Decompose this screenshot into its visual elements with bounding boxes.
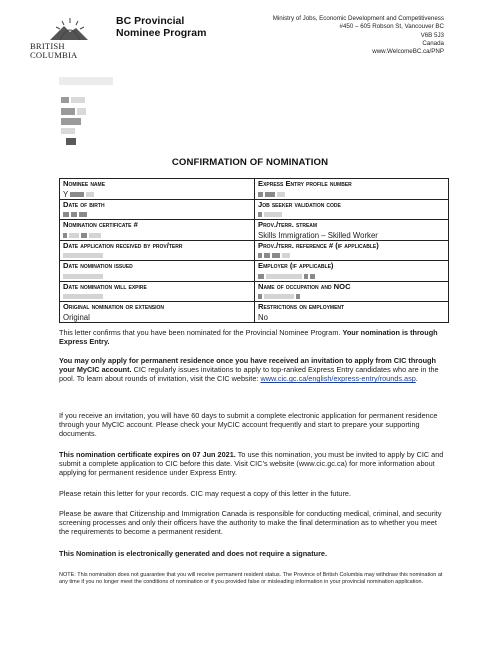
date-expire-label: Date nomination will expire (63, 281, 147, 291)
paragraph-60-days: If you receive an invitation, you will have 60 days to submit a complete electronic application for permanent residence through your MyCIC account. Please check your MyCIC account frequently and start to prepare your supporting documents. (59, 411, 438, 439)
redacted-block (264, 294, 294, 299)
address-line: #450 – 605 Robson St, Vancouver BC (339, 23, 444, 31)
redacted-block (304, 274, 308, 279)
paragraph-emphasis: You may only apply for permanent residence once you have received an invitation to apply from CIC through your MyCIC account. (59, 356, 436, 375)
redacted-block (258, 192, 263, 197)
address-line: Ministry of Jobs, Economic Development and Competitiveness (272, 15, 444, 22)
table-row (60, 301, 448, 322)
nomination-type-label: Original nomination or extension (63, 302, 165, 311)
occupation-noc-value (254, 292, 448, 301)
redacted-recipient-name (71, 97, 85, 103)
redacted-block (310, 274, 315, 279)
redacted-block (265, 192, 275, 197)
redacted-block (266, 274, 302, 279)
certificate-number-label: Nomination certificate # (63, 220, 138, 229)
cic-rounds-link[interactable]: www.cic.gc.ca/english/express-entry/rounds.asp (260, 374, 416, 384)
nominee-name-value (60, 190, 254, 199)
paragraph-signature (59, 549, 445, 558)
employer-label: Employer (if applicable) (254, 261, 448, 272)
logo-wordmark (30, 42, 110, 60)
reference-number-label: Prov./terr. reference # (if applicable) (254, 241, 448, 252)
express-entry-profile-label: Express Entry profile number (254, 179, 448, 190)
redacted-block (81, 233, 87, 238)
date-issued-value (60, 272, 254, 281)
date-of-birth-label: Date of birth (63, 199, 105, 209)
table-row (60, 199, 448, 220)
nominee-initial: Y (63, 189, 69, 199)
program-title (116, 15, 206, 39)
redacted-block (296, 294, 300, 299)
paragraph-text: To use this nomination, you must be invited to apply by CIC and submit a complete application to CIC before this date. Visit CIC’s website (www.cic.gc.ca) for more information about applying for permanent residence under Express Entry. (59, 450, 444, 478)
footnote: NOTE: This nomination does not guarantee that you will receive permanent resident status. The Province of British Columbia may withdraw this nomination at any time if you no longer meet the conditions of nomination or if you provided false or misleading information in your provincial nomination application. (59, 572, 443, 585)
address-line: www.WelcomeBC.ca/PNP (372, 48, 444, 56)
express-entry-profile-value (254, 190, 448, 199)
program-title-line-1: BC Provincial (116, 15, 185, 27)
redacted-block (63, 212, 69, 217)
sun-mountain-icon (30, 16, 110, 44)
redacted-block (282, 253, 290, 258)
table-row (60, 219, 448, 240)
redacted-block (63, 274, 103, 279)
ministry-address (273, 15, 444, 56)
address-line: V6B 5J3 (420, 31, 444, 39)
redacted-address-line (61, 128, 75, 134)
redacted-block (70, 192, 84, 197)
date-of-birth-value (60, 210, 254, 219)
paragraph-text: . (415, 374, 418, 384)
date-received-value (60, 251, 254, 260)
nominee-name-label: Nominee name (63, 179, 106, 188)
program-title-line-2: Nominee Program (116, 27, 207, 39)
paragraph-emphasis: Your nomination is through Express Entry. (59, 328, 438, 347)
paragraph-emphasis: This nomination certificate expires on 07 Jun 2021. (59, 450, 236, 459)
table-row (60, 179, 448, 199)
paragraph-text: This letter confirms that you have been nominated for the Provincial Nominee Program. (59, 328, 343, 337)
date-received-label: Date application received by prov/terr (63, 240, 183, 250)
certificate-number-value (60, 231, 254, 240)
redacted-address-line (61, 108, 75, 115)
paragraph-text: CIC regularly issues invitations to apply to top-ranked Express Entry candidates who are in the pool. To learn about rounds of invitation, visit the CIC website: (59, 365, 439, 384)
paragraph-invitation (59, 356, 445, 384)
restrictions-value: No (254, 313, 448, 322)
redacted-block (63, 233, 67, 238)
paragraph-emphasis: This Nomination is electronically generated and does not require a signature. (59, 549, 328, 558)
redacted-block (258, 294, 262, 299)
redacted-block (258, 253, 262, 258)
redacted-block (63, 294, 103, 299)
date-expire-value (60, 292, 254, 301)
reference-number-value (254, 251, 448, 260)
redacted-block (69, 233, 79, 238)
redacted-block (258, 274, 264, 279)
paragraph-retain: Please retain this letter for your records. CIC may request a copy of this letter in the future. (59, 489, 352, 498)
logo-line-2: COLUMBIA (30, 50, 78, 60)
redacted-block (264, 212, 282, 217)
page-title: CONFIRMATION OF NOMINATION (171, 157, 329, 168)
restrictions-label: Restrictions on employment (254, 302, 448, 313)
redacted-block (86, 192, 94, 197)
logo-line-1: BRITISH (30, 41, 65, 51)
redacted-address-line (61, 118, 81, 125)
table-row (60, 281, 448, 302)
occupation-noc-label: Name of occupation and NOC (254, 282, 448, 293)
paragraph-expiry (59, 450, 445, 478)
redacted-block (89, 233, 101, 238)
paragraph-screening: Please be aware that Citizenship and Immigration Canada is responsible for conducting medical, criminal, and security screening processes and only their officers have the authority to make the final determination as to whether you meet the requirements to become a permanent resident. (59, 509, 442, 537)
nomination-type-value: Original (63, 312, 90, 322)
stream-value: Skills Immigration – Skilled Worker (254, 231, 448, 240)
redacted-block (272, 253, 280, 258)
redacted-block (71, 212, 77, 217)
address-line: Canada (422, 39, 444, 47)
stream-label: Prov./terr. stream (254, 220, 448, 231)
date-issued-label: Date nomination issued (63, 261, 133, 270)
redacted-block (264, 253, 270, 258)
paragraph-confirmation (59, 328, 445, 346)
redacted-block (63, 253, 103, 258)
bc-logo (30, 16, 110, 66)
nomination-details-table (59, 178, 449, 323)
job-seeker-code-label: Job seeker validation code (254, 200, 448, 211)
redacted-recipient-name (61, 97, 69, 103)
redacted-block (79, 212, 87, 217)
table-row (60, 260, 448, 281)
employer-value (254, 272, 448, 281)
redacted-address-line (77, 108, 86, 115)
redacted-address-line (66, 138, 76, 145)
redacted-date (59, 77, 113, 85)
job-seeker-code-value (254, 210, 448, 219)
redacted-block (258, 212, 262, 217)
table-row (60, 240, 448, 261)
redacted-block (277, 192, 285, 197)
